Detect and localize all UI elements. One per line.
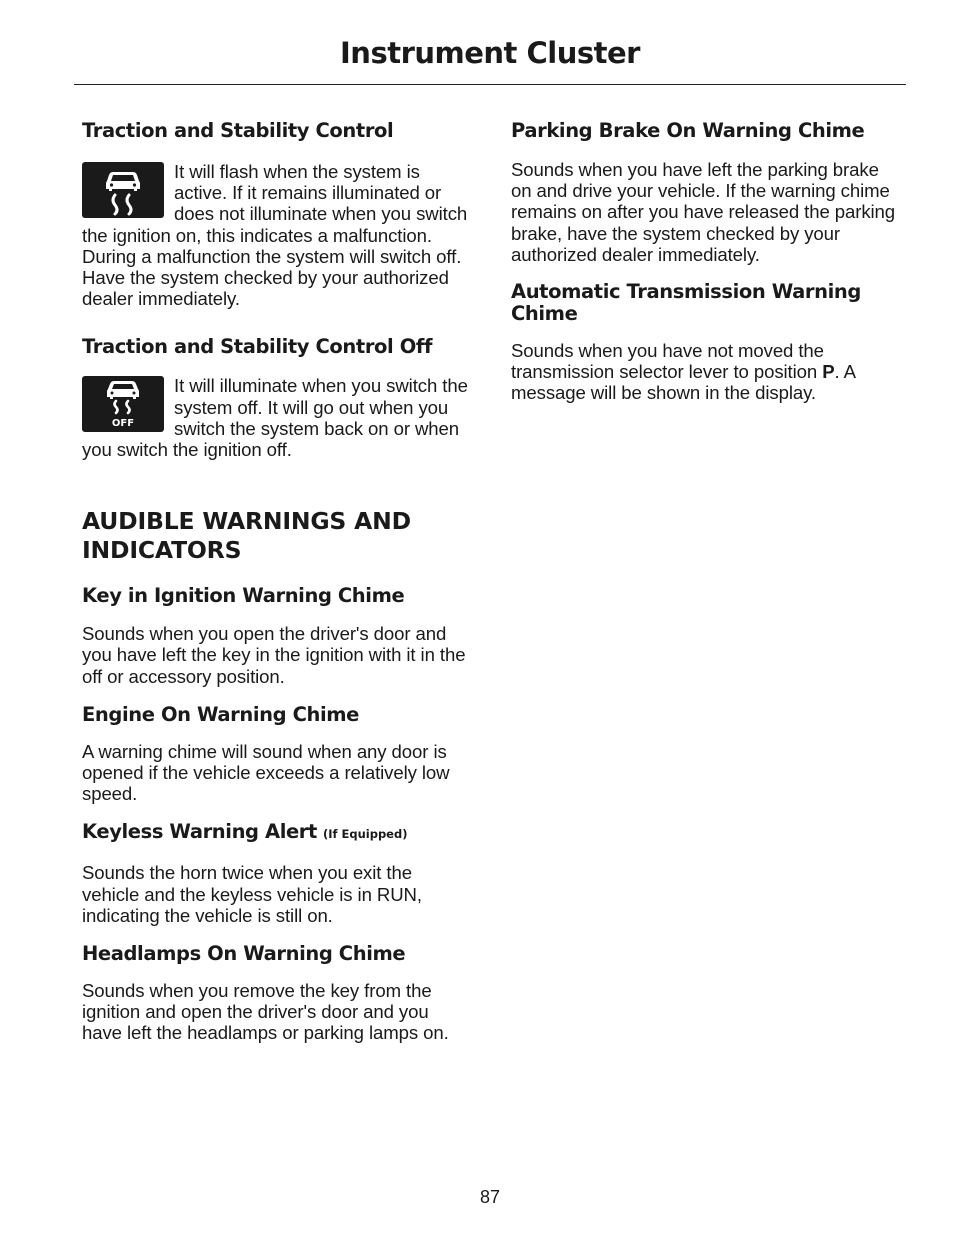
engine-chime-body: A warning chime will sound when any door is opened if the vehicle exceeds a relatively low speed. <box>82 740 450 805</box>
auto-trans-body <box>511 340 903 404</box>
keyless-body: Sounds the horn twice when you exit the vehicle and the keyless vehicle is in RUN, indicating the vehicle is still on. <box>82 862 422 926</box>
tsc-heading: Traction and Stability Control <box>82 119 394 142</box>
headlamps-body: Sounds when you remove the key from the ignition and open the driver's door and you have left the headlamps or parking lamps on. <box>82 980 449 1044</box>
tsc-off-heading: Traction and Stability Control Off <box>82 335 433 359</box>
auto-trans-body-start: Sounds when you have not moved the transmission selector lever to position <box>511 340 824 383</box>
position-p: P <box>822 361 835 383</box>
parking-brake-body: Sounds when you have left the parking brake on and drive your vehicle. If the warning chime remains on after you have released the parking brake, have the system checked by your authorized dealer immediately. <box>511 159 896 265</box>
keyless-heading-text: Keyless Warning Alert <box>82 820 317 844</box>
header-rule <box>74 84 906 85</box>
section-heading: AUDIBLE WARNINGS AND INDICATORS <box>82 507 411 565</box>
parking-brake-heading: Parking Brake On Warning Chime <box>511 119 865 142</box>
key-chime-body: Sounds when you open the driver's door and you have left the key in the ignition with it in the off or accessory position. <box>82 623 466 687</box>
key-chime-heading: Key in Ignition Warning Chime <box>82 584 405 608</box>
auto-trans-body-end: . A message will be shown in the display. <box>511 361 855 404</box>
page-number: 87 <box>479 1187 501 1207</box>
page-title: Instrument Cluster <box>340 36 640 70</box>
tsc-body: It will flash when the system is active. If it remains illuminated or does not illuminate when you switch the ignition on, this indicates a malfunction. During a malfunction the system will switch off. Have the system checked by your authorized dealer immediately. <box>82 161 468 310</box>
tsc-block <box>82 161 472 309</box>
if-equipped-note: (If Equipped) <box>322 827 408 842</box>
right-column <box>511 120 903 404</box>
engine-chime-heading: Engine On Warning Chime <box>82 702 359 726</box>
off-label: OFF <box>111 418 135 430</box>
traction-control-off-icon <box>82 376 164 432</box>
tsc-off-body: It will illuminate when you switch the system off. It will go out when you switch the system back on or when you switch the ignition off. <box>82 375 468 461</box>
keyless-heading <box>82 821 472 845</box>
headlamps-heading: Headlamps On Warning Chime <box>82 942 406 966</box>
auto-trans-heading: Automatic Transmission Warning Chime <box>511 280 861 326</box>
left-column <box>82 120 472 1044</box>
traction-control-icon <box>82 162 164 218</box>
tsc-off-block <box>82 375 472 460</box>
